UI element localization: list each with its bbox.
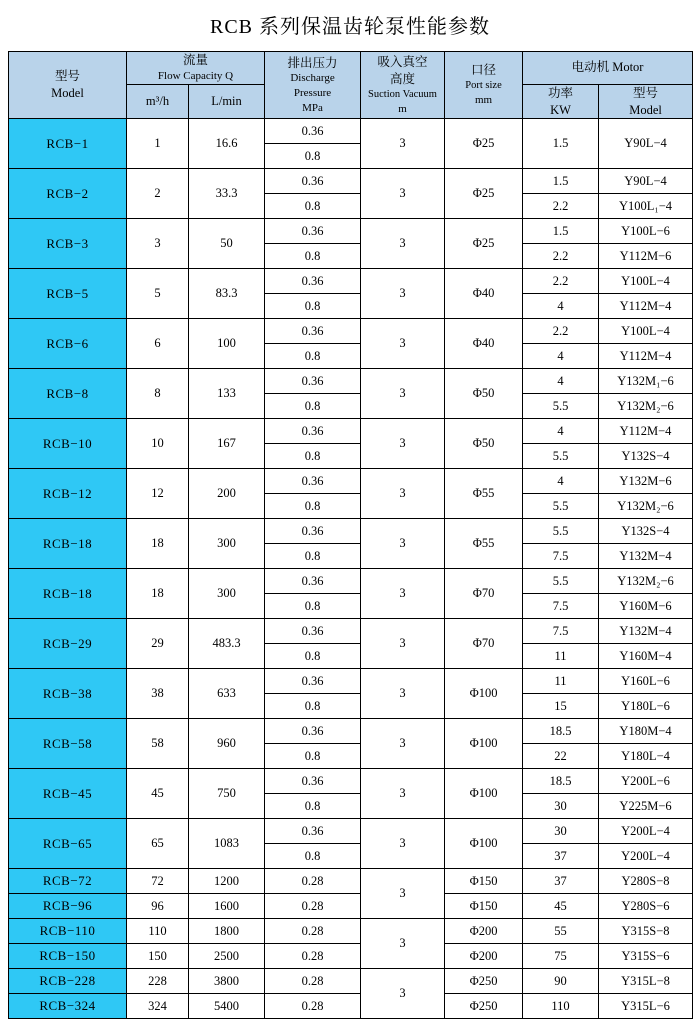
cell-motor-kw: 5.5 (523, 394, 599, 419)
header-suction-en: Suction Vacuum (368, 88, 437, 100)
cell-pressure: 0.8 (265, 244, 361, 269)
cell-motor-kw: 18.5 (523, 769, 599, 794)
cell-model: RCB−18 (9, 519, 127, 569)
header-suction-cn2: 高度 (390, 71, 416, 86)
header-suction (361, 52, 445, 119)
cell-motor-model: Y315L−6 (599, 994, 693, 1019)
header-pressure-en2: Pressure (293, 87, 332, 100)
cell-flow-m3h: 3 (127, 219, 189, 269)
cell-pressure: 0.8 (265, 294, 361, 319)
cell-pressure: 0.36 (265, 819, 361, 844)
cell-model: RCB−8 (9, 369, 127, 419)
header-pressure-unit: MPa (302, 102, 323, 115)
cell-flow-m3h: 2 (127, 169, 189, 219)
cell-port: Φ70 (445, 619, 523, 669)
cell-pressure: 0.36 (265, 169, 361, 194)
cell-motor-model: Y132M−4 (599, 544, 693, 569)
cell-flow-lmin: 300 (189, 519, 265, 569)
cell-model: RCB−150 (9, 944, 127, 969)
cell-motor-kw: 1.5 (523, 169, 599, 194)
table-row (9, 269, 693, 294)
cell-flow-lmin: 3800 (189, 969, 265, 994)
cell-motor-model: Y315L−8 (599, 969, 693, 994)
cell-pressure: 0.36 (265, 769, 361, 794)
cell-motor-model: Y180L−6 (599, 694, 693, 719)
header-port-en: Port size (465, 80, 502, 92)
cell-motor-kw: 1.5 (523, 119, 599, 169)
cell-motor-kw: 18.5 (523, 719, 599, 744)
cell-motor-model: Y315S−8 (599, 919, 693, 944)
cell-pressure: 0.36 (265, 719, 361, 744)
cell-motor-model: Y100L−4 (599, 269, 693, 294)
cell-motor-model: Y280S−6 (599, 894, 693, 919)
cell-suction: 3 (361, 869, 445, 919)
table-row (9, 669, 693, 694)
cell-motor-model: Y200L−4 (599, 844, 693, 869)
cell-pressure: 0.8 (265, 394, 361, 419)
cell-flow-lmin: 1200 (189, 869, 265, 894)
table-row (9, 169, 693, 194)
cell-flow-lmin: 5400 (189, 994, 265, 1019)
table-row (9, 719, 693, 744)
cell-suction: 3 (361, 119, 445, 169)
cell-suction: 3 (361, 269, 445, 319)
header-flow (127, 52, 265, 85)
cell-port: Φ55 (445, 519, 523, 569)
cell-pressure: 0.36 (265, 469, 361, 494)
cell-port: Φ40 (445, 319, 523, 369)
cell-flow-lmin: 16.6 (189, 119, 265, 169)
specification-table (8, 51, 693, 1019)
cell-flow-lmin: 633 (189, 669, 265, 719)
cell-motor-model: Y132M−4 (599, 619, 693, 644)
table-body (9, 119, 693, 1019)
cell-flow-lmin: 133 (189, 369, 265, 419)
cell-port: Φ250 (445, 969, 523, 994)
cell-suction: 3 (361, 419, 445, 469)
cell-model: RCB−228 (9, 969, 127, 994)
cell-port: Φ25 (445, 219, 523, 269)
cell-motor-model: Y200L−4 (599, 819, 693, 844)
cell-suction: 3 (361, 969, 445, 1019)
cell-flow-m3h: 18 (127, 569, 189, 619)
cell-model: RCB−58 (9, 719, 127, 769)
cell-flow-lmin: 100 (189, 319, 265, 369)
table-header (9, 52, 693, 119)
cell-pressure: 0.8 (265, 194, 361, 219)
cell-motor-model: Y132M₂−6 (599, 394, 693, 419)
cell-port: Φ100 (445, 769, 523, 819)
cell-pressure: 0.36 (265, 269, 361, 294)
header-model (9, 52, 127, 119)
cell-motor-kw: 4 (523, 469, 599, 494)
cell-motor-kw: 7.5 (523, 619, 599, 644)
cell-port: Φ25 (445, 169, 523, 219)
cell-pressure: 0.36 (265, 119, 361, 144)
cell-motor-model: Y112M−4 (599, 419, 693, 444)
cell-flow-m3h: 10 (127, 419, 189, 469)
header-suction-cn: 吸入真空 (377, 54, 428, 69)
cell-model: RCB−18 (9, 569, 127, 619)
table-row (9, 119, 693, 144)
header-motor-model (599, 84, 693, 119)
cell-motor-kw: 15 (523, 694, 599, 719)
header-motor: 电动机 Motor (523, 52, 693, 85)
cell-motor-model: Y315S−6 (599, 944, 693, 969)
cell-flow-m3h: 72 (127, 869, 189, 894)
cell-port: Φ25 (445, 119, 523, 169)
cell-flow-m3h: 58 (127, 719, 189, 769)
cell-motor-kw: 4 (523, 369, 599, 394)
cell-suction: 3 (361, 719, 445, 769)
cell-motor-kw: 4 (523, 294, 599, 319)
cell-motor-model: Y225M−6 (599, 794, 693, 819)
cell-flow-m3h: 65 (127, 819, 189, 869)
cell-pressure: 0.8 (265, 544, 361, 569)
cell-model: RCB−10 (9, 419, 127, 469)
cell-port: Φ100 (445, 719, 523, 769)
cell-port: Φ50 (445, 419, 523, 469)
cell-suction: 3 (361, 569, 445, 619)
cell-pressure: 0.28 (265, 994, 361, 1019)
cell-motor-kw: 2.2 (523, 319, 599, 344)
cell-flow-lmin: 1083 (189, 819, 265, 869)
table-row (9, 944, 693, 969)
table-row (9, 569, 693, 594)
header-motor-model-en: Model (629, 102, 662, 117)
cell-motor-model: Y90L−4 (599, 169, 693, 194)
cell-motor-kw: 22 (523, 744, 599, 769)
cell-flow-lmin: 83.3 (189, 269, 265, 319)
table-row (9, 369, 693, 394)
cell-flow-lmin: 1800 (189, 919, 265, 944)
cell-port: Φ50 (445, 369, 523, 419)
cell-pressure: 0.8 (265, 694, 361, 719)
header-model-en: Model (51, 86, 84, 101)
cell-pressure: 0.28 (265, 869, 361, 894)
table-row (9, 894, 693, 919)
cell-suction: 3 (361, 469, 445, 519)
cell-motor-kw: 4 (523, 419, 599, 444)
cell-pressure: 0.28 (265, 944, 361, 969)
cell-motor-model: Y180L−4 (599, 744, 693, 769)
table-row (9, 319, 693, 344)
cell-motor-kw: 37 (523, 844, 599, 869)
cell-motor-model: Y90L−4 (599, 119, 693, 169)
cell-port: Φ150 (445, 869, 523, 894)
cell-flow-lmin: 300 (189, 569, 265, 619)
cell-motor-kw: 4 (523, 344, 599, 369)
table-row (9, 919, 693, 944)
cell-motor-model: Y112M−4 (599, 344, 693, 369)
cell-model: RCB−12 (9, 469, 127, 519)
cell-motor-model: Y132M₂−6 (599, 569, 693, 594)
cell-flow-lmin: 483.3 (189, 619, 265, 669)
cell-pressure: 0.28 (265, 919, 361, 944)
cell-model: RCB−72 (9, 869, 127, 894)
header-flow-unit-m3h: m³/h (127, 84, 189, 119)
cell-suction: 3 (361, 669, 445, 719)
cell-motor-kw: 11 (523, 644, 599, 669)
cell-motor-kw: 5.5 (523, 444, 599, 469)
cell-motor-model: Y132M₂−6 (599, 494, 693, 519)
header-suction-unit: m (398, 102, 407, 115)
header-motor-power-cn: 功率 (548, 85, 574, 100)
header-row-1 (9, 52, 693, 85)
cell-flow-m3h: 110 (127, 919, 189, 944)
cell-pressure: 0.36 (265, 569, 361, 594)
cell-model: RCB−45 (9, 769, 127, 819)
cell-flow-m3h: 6 (127, 319, 189, 369)
cell-port: Φ150 (445, 894, 523, 919)
cell-motor-kw: 5.5 (523, 569, 599, 594)
cell-pressure: 0.8 (265, 744, 361, 769)
cell-motor-model: Y160M−4 (599, 644, 693, 669)
table-row (9, 419, 693, 444)
cell-motor-model: Y180M−4 (599, 719, 693, 744)
cell-pressure: 0.36 (265, 619, 361, 644)
table-row (9, 769, 693, 794)
header-motor-power (523, 84, 599, 119)
cell-pressure: 0.28 (265, 969, 361, 994)
cell-model: RCB−110 (9, 919, 127, 944)
cell-motor-model: Y100L₁−4 (599, 194, 693, 219)
cell-flow-lmin: 167 (189, 419, 265, 469)
table-row (9, 994, 693, 1019)
cell-suction: 3 (361, 219, 445, 269)
table-row (9, 619, 693, 644)
cell-model: RCB−96 (9, 894, 127, 919)
header-flow-unit-lmin: L/min (189, 84, 265, 119)
cell-pressure: 0.28 (265, 894, 361, 919)
cell-motor-kw: 2.2 (523, 194, 599, 219)
cell-motor-kw: 5.5 (523, 519, 599, 544)
cell-port: Φ40 (445, 269, 523, 319)
cell-pressure: 0.8 (265, 794, 361, 819)
cell-model: RCB−65 (9, 819, 127, 869)
cell-suction: 3 (361, 919, 445, 969)
cell-motor-kw: 110 (523, 994, 599, 1019)
cell-pressure: 0.36 (265, 519, 361, 544)
header-flow-cn: 流量 (183, 53, 209, 67)
cell-flow-m3h: 96 (127, 894, 189, 919)
header-model-cn: 型号 (54, 69, 80, 84)
cell-flow-m3h: 150 (127, 944, 189, 969)
cell-port: Φ55 (445, 469, 523, 519)
cell-motor-kw: 90 (523, 969, 599, 994)
cell-pressure: 0.36 (265, 219, 361, 244)
cell-suction: 3 (361, 169, 445, 219)
table-row (9, 519, 693, 544)
header-motor-model-cn: 型号 (633, 85, 659, 100)
cell-flow-m3h: 38 (127, 669, 189, 719)
cell-pressure: 0.8 (265, 344, 361, 369)
header-port-cn: 口径 (471, 63, 497, 78)
header-motor-power-unit: KW (550, 102, 571, 117)
cell-port: Φ100 (445, 819, 523, 869)
cell-flow-lmin: 960 (189, 719, 265, 769)
cell-suction: 3 (361, 619, 445, 669)
header-pressure (265, 52, 361, 119)
cell-pressure: 0.36 (265, 419, 361, 444)
cell-model: RCB−2 (9, 169, 127, 219)
cell-flow-m3h: 324 (127, 994, 189, 1019)
cell-motor-kw: 45 (523, 894, 599, 919)
header-flow-en: Flow Capacity Q (157, 69, 234, 82)
cell-suction: 3 (361, 369, 445, 419)
cell-pressure: 0.36 (265, 319, 361, 344)
cell-port: Φ100 (445, 669, 523, 719)
cell-flow-m3h: 12 (127, 469, 189, 519)
cell-motor-model: Y132S−4 (599, 444, 693, 469)
cell-flow-m3h: 18 (127, 519, 189, 569)
cell-motor-model: Y132M₁−6 (599, 369, 693, 394)
cell-motor-model: Y160L−6 (599, 669, 693, 694)
cell-flow-m3h: 5 (127, 269, 189, 319)
cell-motor-model: Y132S−4 (599, 519, 693, 544)
page-title: RCB 系列保温齿轮泵性能参数 (209, 16, 491, 38)
cell-flow-lmin: 200 (189, 469, 265, 519)
cell-port: Φ70 (445, 569, 523, 619)
table-row (9, 869, 693, 894)
cell-motor-kw: 30 (523, 794, 599, 819)
cell-flow-m3h: 45 (127, 769, 189, 819)
cell-motor-model: Y200L−6 (599, 769, 693, 794)
cell-flow-m3h: 1 (127, 119, 189, 169)
cell-flow-lmin: 50 (189, 219, 265, 269)
cell-model: RCB−324 (9, 994, 127, 1019)
cell-motor-kw: 55 (523, 919, 599, 944)
cell-motor-kw: 1.5 (523, 219, 599, 244)
cell-motor-model: Y112M−4 (599, 294, 693, 319)
cell-pressure: 0.8 (265, 444, 361, 469)
header-pressure-en1: Discharge (290, 72, 335, 85)
cell-motor-kw: 37 (523, 869, 599, 894)
cell-flow-lmin: 1600 (189, 894, 265, 919)
cell-motor-model: Y112M−6 (599, 244, 693, 269)
cell-model: RCB−6 (9, 319, 127, 369)
cell-pressure: 0.36 (265, 669, 361, 694)
cell-motor-kw: 5.5 (523, 494, 599, 519)
cell-flow-lmin: 2500 (189, 944, 265, 969)
table-row (9, 819, 693, 844)
cell-flow-lmin: 33.3 (189, 169, 265, 219)
cell-motor-model: Y100L−6 (599, 219, 693, 244)
cell-motor-kw: 2.2 (523, 244, 599, 269)
cell-flow-m3h: 228 (127, 969, 189, 994)
cell-pressure: 0.36 (265, 369, 361, 394)
cell-motor-kw: 11 (523, 669, 599, 694)
header-port-unit: mm (474, 94, 493, 107)
cell-motor-kw: 75 (523, 944, 599, 969)
cell-pressure: 0.8 (265, 494, 361, 519)
cell-flow-lmin: 750 (189, 769, 265, 819)
cell-model: RCB−3 (9, 219, 127, 269)
cell-pressure: 0.8 (265, 844, 361, 869)
cell-pressure: 0.8 (265, 644, 361, 669)
cell-pressure: 0.8 (265, 594, 361, 619)
cell-model: RCB−29 (9, 619, 127, 669)
table-row (9, 969, 693, 994)
cell-suction: 3 (361, 319, 445, 369)
cell-motor-model: Y280S−8 (599, 869, 693, 894)
cell-motor-kw: 2.2 (523, 269, 599, 294)
table-row (9, 469, 693, 494)
cell-pressure: 0.8 (265, 144, 361, 169)
cell-suction: 3 (361, 519, 445, 569)
cell-motor-kw: 30 (523, 819, 599, 844)
header-port (445, 52, 523, 119)
cell-motor-model: Y160M−6 (599, 594, 693, 619)
cell-motor-kw: 7.5 (523, 544, 599, 569)
header-pressure-cn: 排出压力 (287, 55, 338, 70)
cell-flow-m3h: 8 (127, 369, 189, 419)
cell-model: RCB−38 (9, 669, 127, 719)
cell-flow-m3h: 29 (127, 619, 189, 669)
cell-port: Φ250 (445, 994, 523, 1019)
cell-port: Φ200 (445, 944, 523, 969)
cell-motor-model: Y132M−6 (599, 469, 693, 494)
table-row (9, 219, 693, 244)
cell-port: Φ200 (445, 919, 523, 944)
cell-model: RCB−5 (9, 269, 127, 319)
cell-suction: 3 (361, 819, 445, 869)
cell-model: RCB−1 (9, 119, 127, 169)
cell-motor-kw: 7.5 (523, 594, 599, 619)
cell-suction: 3 (361, 769, 445, 819)
cell-motor-model: Y100L−4 (599, 319, 693, 344)
